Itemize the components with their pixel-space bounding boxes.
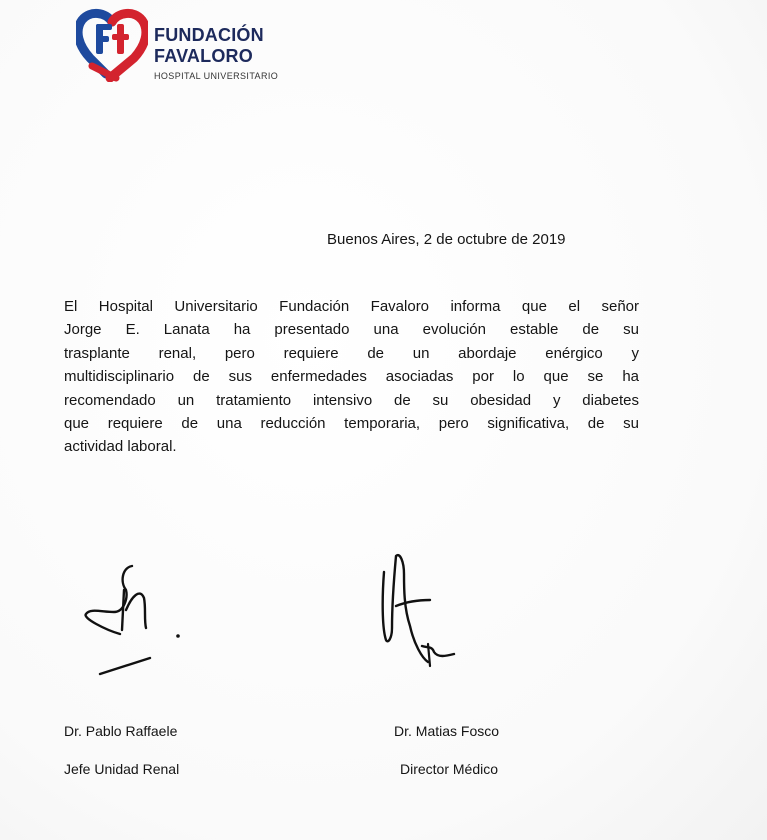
signer-name-left: Dr. Pablo Raffaele [64,723,178,739]
body-line: trasplante renal, pero requiere de un abordaje enérgico y [64,344,639,362]
org-name-line1: FUNDACIÓN [154,25,264,45]
body-line: Jorge E. Lanata ha presentado una evolución estable de su [64,321,639,339]
org-name-line2: FAVALORO [154,46,253,66]
signer-role-right: Director Médico [400,761,499,777]
org-subtitle: HOSPITAL UNIVERSITARIO [154,71,279,81]
signature-right [370,548,470,673]
body-line: que requiere de una reducción temporaria, pero significativa, de su [64,415,639,433]
body-line: recomendado un tratamiento intensivo de su obesidad y diabetes [64,391,639,409]
fundacion-favaloro-logo-icon [76,8,148,82]
handwritten-signature-icon [370,548,470,673]
handwritten-signature-icon [80,560,190,680]
signer-role-left: Jefe Unidad Renal [64,761,180,777]
letterhead [76,8,316,86]
body-line: multidisciplinario de sus enfermedades asociadas por lo que se ha [64,368,639,386]
signer-name-right: Dr. Matias Fosco [394,723,500,739]
body-line: El Hospital Universitario Fundación Favaloro informa que el señor [64,298,639,315]
body-line: actividad laboral. [64,438,177,456]
signature-left [80,560,190,680]
letter-body [64,295,639,459]
org-name [154,25,264,67]
letter-date: Buenos Aires, 2 de octubre de 2019 [327,231,566,248]
